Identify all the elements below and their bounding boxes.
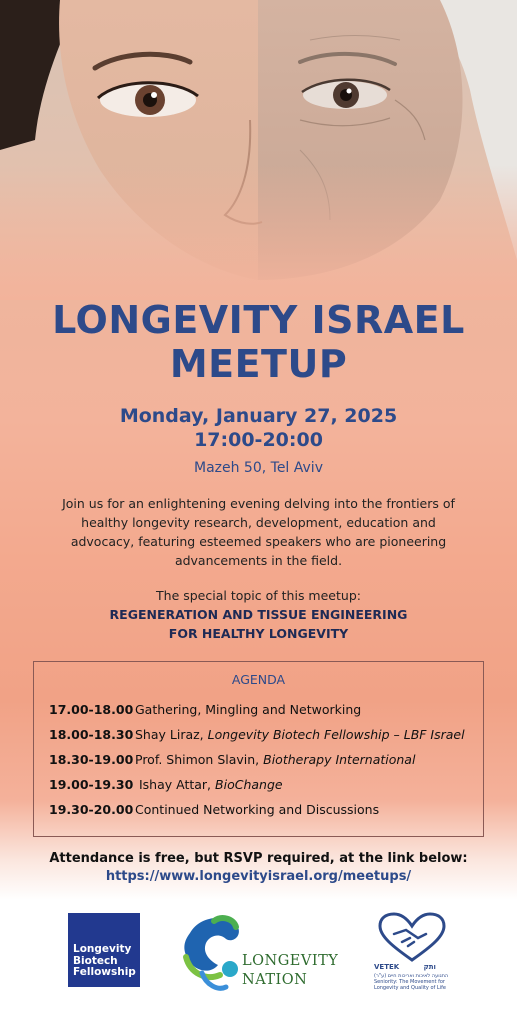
vetek-name: VETEK: [374, 963, 400, 971]
intro-paragraph: Join us for an enlightening evening delving into the frontiers of healthy longevity research, development, education and advocacy, featuring esteemed speakers who are pioneering advancements in the field.: [62, 496, 455, 568]
ln-logo-line2: NATION: [242, 972, 308, 988]
event-title-line1: LONGEVITY ISRAEL: [52, 298, 465, 342]
event-title-line2: MEETUP: [169, 342, 348, 386]
agenda-italic: BioChange: [215, 777, 283, 792]
event-date: Monday, January 27, 2025: [119, 405, 398, 427]
face-split-young-old-image: [0, 0, 517, 300]
agenda-time: 19.00-19.30: [49, 777, 134, 792]
agenda-row: [49, 802, 475, 817]
lbf-logo-line1: Longevity: [73, 943, 132, 955]
agenda-title: AGENDA: [231, 672, 286, 687]
vetek-logo: [374, 912, 450, 992]
agenda-time: 19.30-20.00: [49, 802, 134, 817]
longevity-nation-logo: [180, 913, 345, 993]
agenda-row: [49, 777, 475, 792]
lbf-logo-line2: Biotech: [73, 954, 118, 967]
ln-logo-line1: LONGEVITY: [242, 953, 339, 969]
vetek-hebrew: ותק: [423, 963, 436, 971]
vetek-sub2: Seniority: The Movement for: [374, 979, 445, 985]
agenda-text: Continued Networking and Discussions: [135, 802, 380, 817]
lbf-logo: [68, 913, 140, 987]
agenda-box: [33, 661, 484, 837]
vetek-sub3: Longevity and Quality of Life: [374, 985, 446, 991]
agenda-row: [49, 752, 475, 767]
agenda-text: Gathering, Mingling and Networking: [135, 702, 362, 717]
agenda-time: 18.30-19.00: [49, 752, 134, 767]
topic-line1: REGENERATION AND TISSUE ENGINEERING: [109, 607, 408, 622]
event-location: Mazeh 50, Tel Aviv: [193, 460, 323, 476]
agenda-text: Ishay Attar,: [135, 777, 216, 792]
agenda-time: 17.00-18.00: [49, 702, 134, 717]
topic-line2: FOR HEALTHY LONGEVITY: [168, 626, 349, 641]
agenda-italic: Longevity Biotech Fellowship – LBF Israel: [207, 727, 465, 742]
agenda-text: Shay Liraz,: [135, 727, 208, 742]
agenda-row: [49, 727, 475, 742]
agenda-row: [49, 702, 475, 717]
vetek-sub1: התנועה לאיכות ואריכות חיים (ע"ר): [374, 973, 449, 979]
topic-lead: The special topic of this meetup:: [156, 588, 361, 603]
agenda-time: 18.00-18.30: [49, 727, 134, 742]
rsvp-text: Attendance is free, but RSVP required, at the link below:: [49, 851, 468, 866]
rsvp-link[interactable]: https://www.longevityisrael.org/meetups/: [105, 869, 412, 884]
agenda-italic: Biotherapy International: [263, 752, 416, 767]
agenda-text: Prof. Shimon Slavin,: [135, 752, 264, 767]
lbf-logo-line3: Fellowship: [73, 966, 136, 978]
longevity-nation-mark-icon: [180, 913, 242, 993]
event-time: 17:00-20:00: [194, 429, 323, 451]
heart-handshake-icon: [374, 912, 450, 964]
